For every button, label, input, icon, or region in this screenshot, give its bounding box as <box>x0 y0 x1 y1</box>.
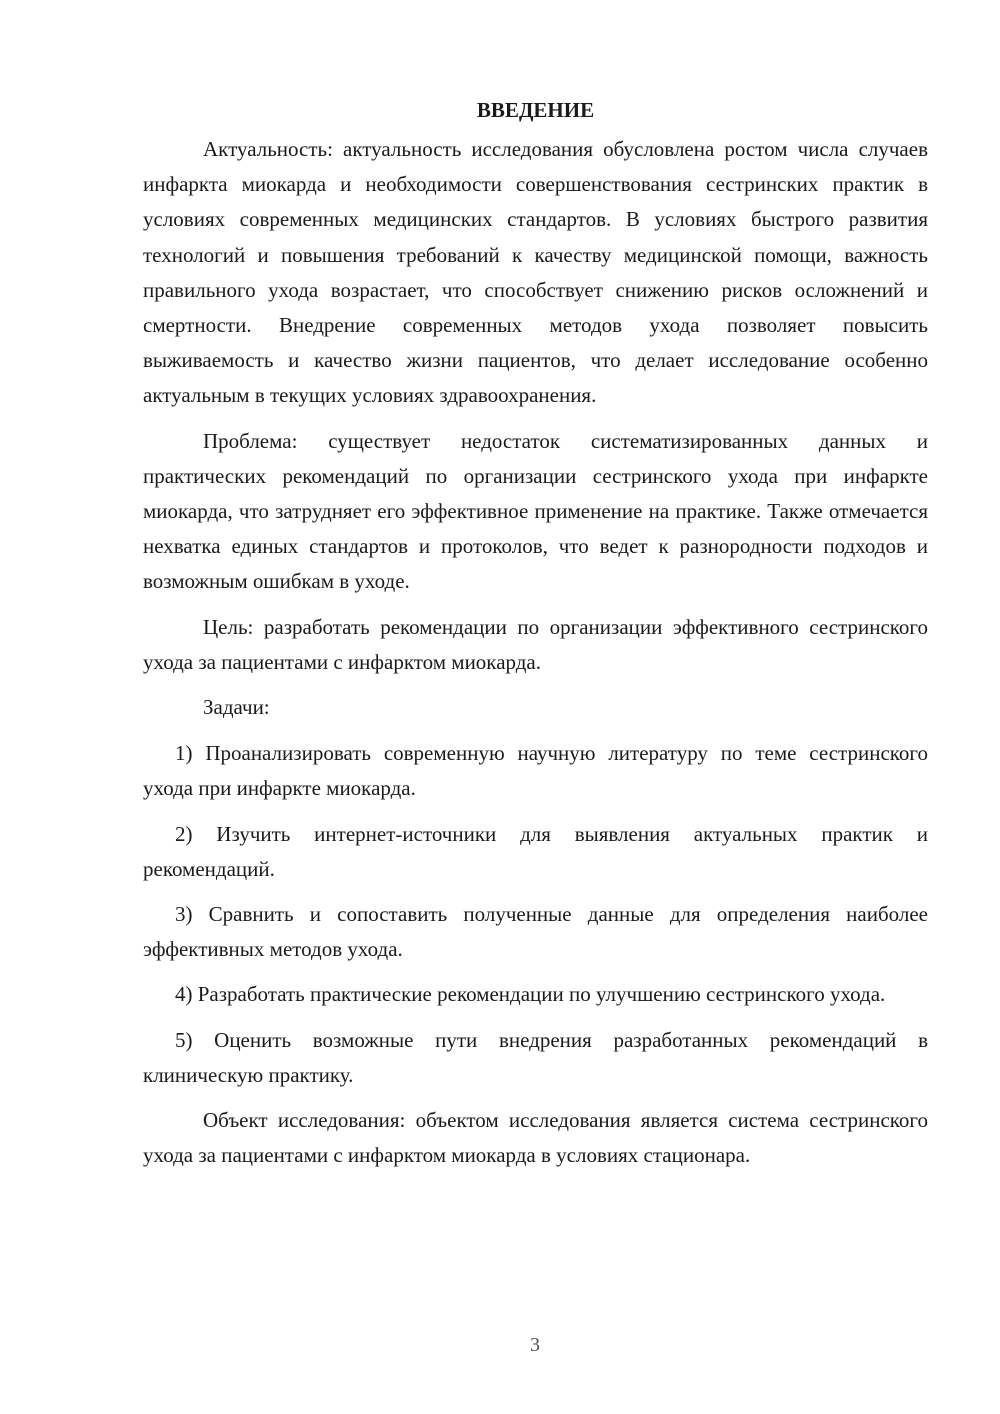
task-item-5: 5) Оценить возможные пути внедрения разработанных рекомендаций в клиническую практику. <box>143 1027 928 1087</box>
paragraph-object: Объект исследования: объектом исследования является система сестринского ухода за пациентами с инфарктом миокарда в условиях стационара. <box>143 1108 928 1168</box>
paragraph-goal: Цель: разработать рекомендации по организации эффективного сестринского ухода за пациентами с инфарктом миокарда. <box>143 614 928 674</box>
tasks-list <box>143 736 928 1093</box>
page-number: 3 <box>530 1334 540 1356</box>
task-item-3: 3) Сравнить и сопоставить полученные данные для определения наиболее эффективных методов ухода. <box>143 902 928 962</box>
paragraph-problem: Проблема: существует недостаток систематизированных данных и практических рекомендаций по организации сестринского ухода при инфаркте миокарда, что затрудняет его эффективное применение на практике. Также отмечается нехватка единых стандартов и протоколов, что ведет к разнородности подходов и возможным ошибкам в уходе. <box>143 428 928 594</box>
document-page <box>143 96 928 1183</box>
task-item-1: 1) Проанализировать современную научную литературу по теме сестринского ухода при инфаркте миокарда. <box>143 741 928 801</box>
task-item-2: 2) Изучить интернет-источники для выявления актуальных практик и рекомендаций. <box>143 821 928 881</box>
page-title: ВВЕДЕНИЕ <box>476 98 595 122</box>
paragraph-relevance: Актуальность: актуальность исследования обусловлена ростом числа случаев инфаркта миокарда и необходимости совершенствования сестринских практик в условиях современных медицинских стандартов. В условиях быстрого развития технологий и повышения требований к качеству медицинской помощи, важность правильного ухода возрастает, что способствует снижению рисков осложнений и смертности. Внедрение современных методов ухода позволяет повысить выживаемость и качество жизни пациентов, что делает исследование особенно актуальным в текущих условиях здравоохранения. <box>143 137 928 408</box>
tasks-label: Задачи: <box>203 695 270 720</box>
task-item-4: 4) Разработать практические рекомендации по улучшению сестринского ухода. <box>175 982 886 1007</box>
